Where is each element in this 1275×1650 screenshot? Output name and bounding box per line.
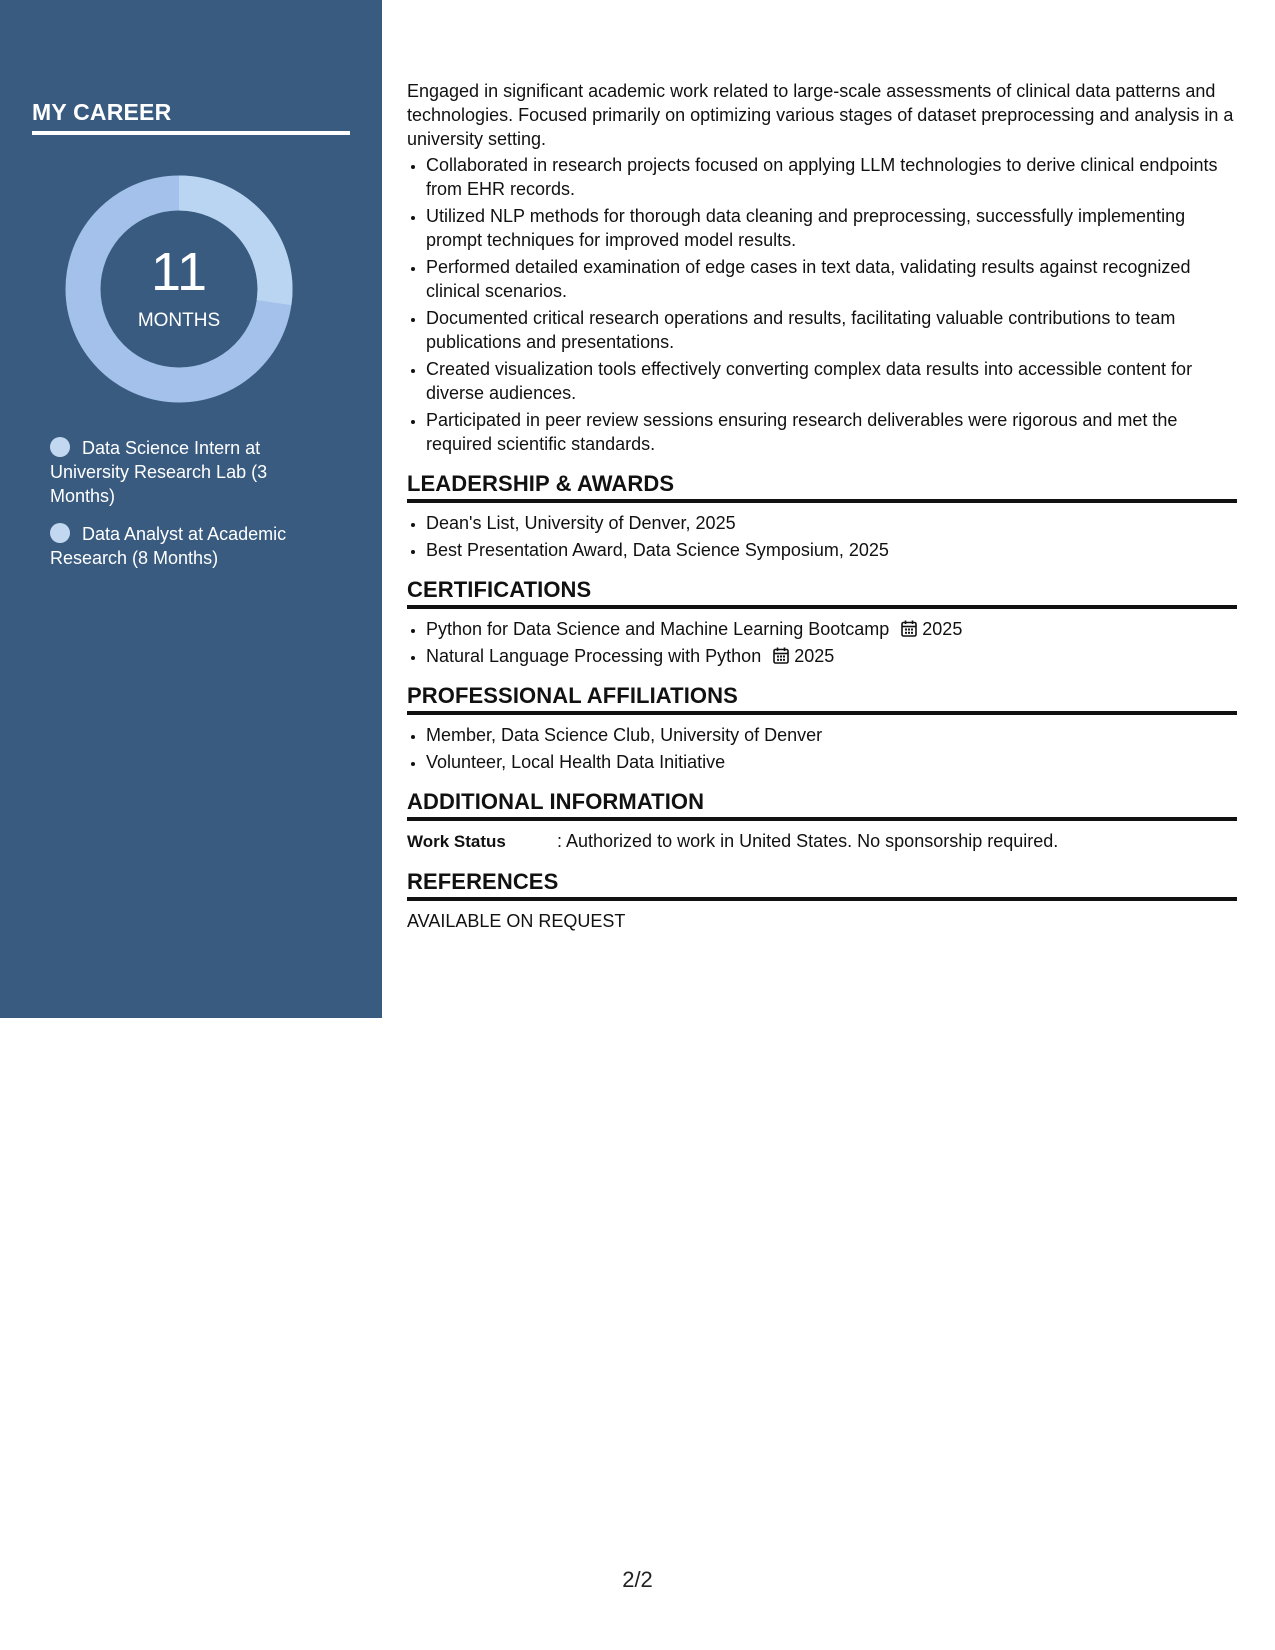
certifications-heading: CERTIFICATIONS	[407, 577, 1237, 609]
affiliations-list	[407, 723, 1237, 774]
work-status-value: : Authorized to work in United States. No sponsorship required.	[557, 831, 1059, 851]
experience-intro: Engaged in significant academic work related to large-scale assessments of clinical data patterns and technologies. Focused primarily on optimizing various stages of dataset preprocessing and analysis in a university setting.	[407, 81, 1234, 149]
certification-item	[426, 644, 1237, 668]
experience-bullet: • Created visualization tools effectively converting complex data results into accessible content for diverse audiences.	[426, 357, 1237, 405]
certifications-list	[407, 617, 1237, 668]
donut-unit: MONTHS	[137, 310, 221, 331]
certification-year: 2025	[922, 619, 963, 639]
career-item-label: Data Science Intern at University Research Lab (3 Months)	[50, 438, 268, 506]
affiliations-heading: PROFESSIONAL AFFILIATIONS	[407, 683, 1237, 715]
work-status-row	[407, 829, 1237, 854]
references-text: AVAILABLE ON REQUEST	[407, 911, 626, 931]
page-number: 2/2	[622, 1567, 653, 1592]
experience-bullets	[407, 153, 1237, 456]
experience-bullet: • Utilized NLP methods for thorough data cleaning and preprocessing, successfully implementing prompt techniques for improved model results.	[426, 204, 1237, 252]
career-item-label: Data Analyst at Academic Research (8 Months)	[50, 524, 287, 568]
leadership-heading: LEADERSHIP & AWARDS	[407, 471, 1237, 503]
certification-item	[426, 617, 1237, 641]
career-dot-icon	[50, 437, 70, 457]
calendar-icon	[901, 620, 917, 637]
career-heading: MY CAREER	[32, 99, 350, 135]
affiliation-item: • Member, Data Science Club, University of Denver	[426, 723, 1237, 747]
experience-bullet: • Documented critical research operations and results, facilitating valuable contributions to team publications and presentations.	[426, 306, 1237, 354]
career-list	[50, 436, 320, 584]
additional-info-heading: ADDITIONAL INFORMATION	[407, 789, 1237, 821]
certification-name: Natural Language Processing with Python	[426, 646, 762, 666]
certification-name: Python for Data Science and Machine Learning Bootcamp	[426, 619, 890, 639]
career-dot-icon	[50, 523, 70, 543]
experience-bullet: • Collaborated in research projects focused on applying LLM technologies to derive clinical endpoints from EHR records.	[426, 153, 1237, 201]
work-status-label: Work Status	[407, 832, 506, 851]
career-item	[50, 436, 320, 508]
donut-value: 11	[150, 242, 208, 302]
main-content	[407, 79, 1237, 933]
career-donut-chart	[65, 175, 293, 403]
experience-bullet: • Participated in peer review sessions ensuring research deliverables were rigorous and met the required scientific standards.	[426, 408, 1237, 456]
leadership-item: • Best Presentation Award, Data Science Symposium, 2025	[426, 538, 1237, 562]
calendar-icon	[773, 647, 789, 664]
sidebar	[0, 0, 382, 1018]
affiliation-item: • Volunteer, Local Health Data Initiative	[426, 750, 1237, 774]
references-heading: REFERENCES	[407, 869, 1237, 901]
career-item	[50, 522, 320, 570]
leadership-list	[407, 511, 1237, 562]
leadership-item: • Dean's List, University of Denver, 2025	[426, 511, 1237, 535]
certification-year: 2025	[794, 646, 835, 666]
experience-bullet: • Performed detailed examination of edge cases in text data, validating results against recognized clinical scenarios.	[426, 255, 1237, 303]
